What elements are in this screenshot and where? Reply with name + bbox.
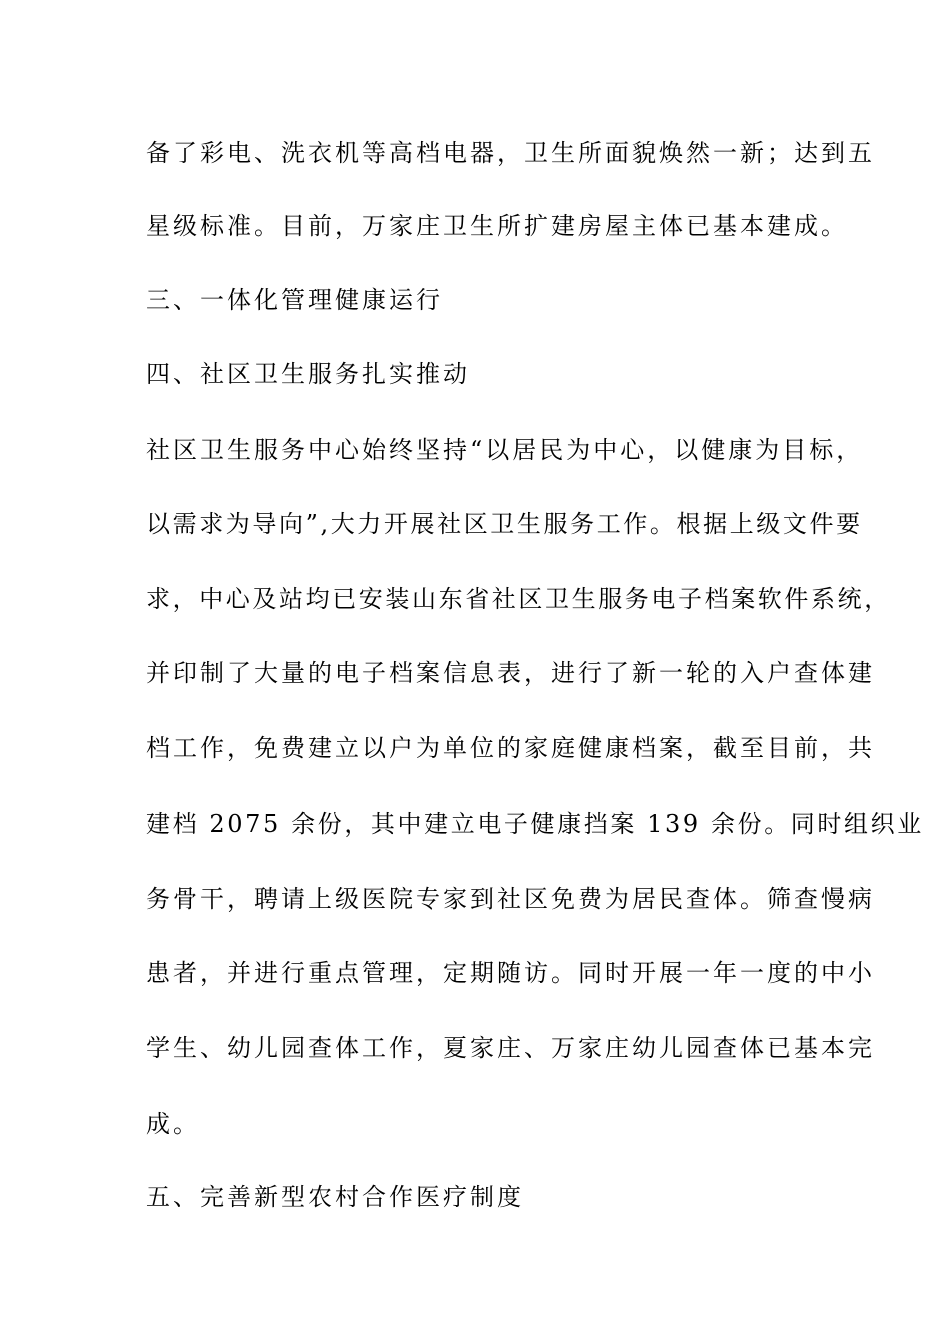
paragraph-line: 成。 [146,1110,200,1138]
paragraph-line: 星级标准。目前，万家庄卫生所扩建房屋主体已基本建成。 [146,212,848,240]
paragraph-line: 建档 2075 余份，其中建立电子健康挡案 139 余份。同时组织业 [146,810,924,838]
paragraph-line: 学生、幼儿园查体工作，夏家庄、万家庄幼儿园查体已基本完 [146,1034,875,1062]
paragraph-line: 患者，并进行重点管理，定期随访。同时开展一年一度的中小 [146,959,875,987]
paragraph-line: 档工作，免费建立以户为单位的家庭健康档案，截至目前，共 [146,734,875,762]
paragraph-line: 务骨干，聘请上级医院专家到社区免费为居民查体。筛查慢病 [146,885,875,913]
paragraph-line: 备了彩电、洗衣机等高档电器，卫生所面貌焕然一新；达到五 [146,139,875,167]
section-heading: 四、社区卫生服务扎实推动 [146,360,470,388]
section-heading: 五、完善新型农村合作医疗制度 [146,1183,524,1211]
paragraph-line: 以需求为导向”,大力开展社区卫生服务工作。根据上级文件要 [146,510,863,538]
paragraph-line: 社区卫生服务中心始终坚持“以居民为中心，以健康为目标， [146,436,864,464]
section-heading: 三、一体化管理健康运行 [146,286,443,314]
paragraph-line: 求，中心及站均已安装山东省社区卫生服务电子档案软件系统， [146,585,891,613]
paragraph-line: 并印制了大量的电子档案信息表，进行了新一轮的入户查体建 [146,659,875,687]
